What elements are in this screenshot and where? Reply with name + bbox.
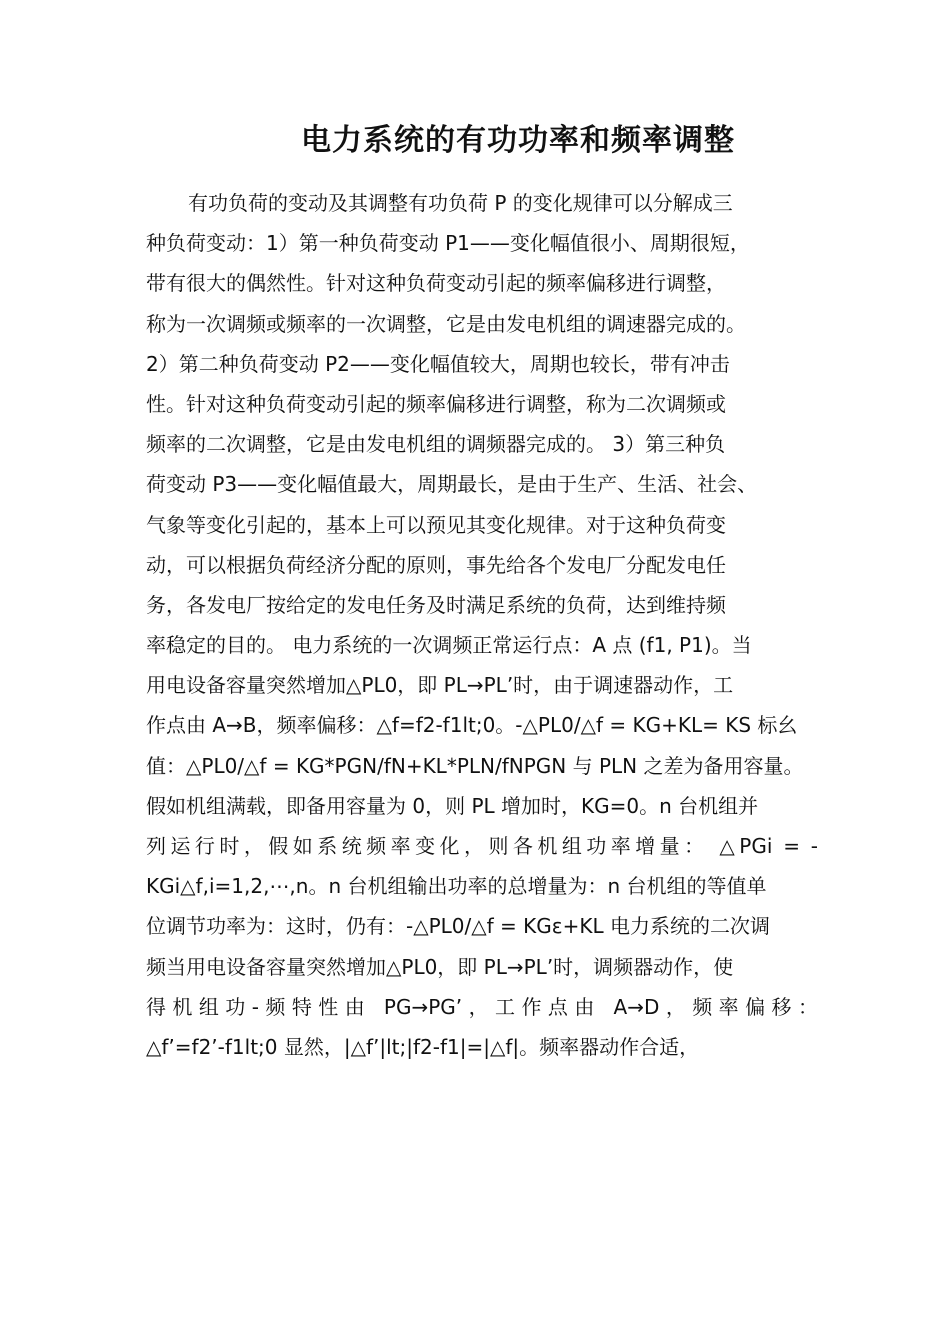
text-line: 称为一次调频或频率的一次调整，它是由发电机组的调速器完成的。 — [146, 311, 746, 336]
text-line: 频率的二次调整，它是由发电机组的调频器完成的。 3）第三种负 — [146, 432, 726, 457]
text-line: 性。针对这种负荷变动引起的频率偏移进行调整，称为二次调频或 — [146, 391, 726, 416]
text-line: 有功负荷的变动及其调整有功负荷 P 的变化规律可以分解成三 — [188, 191, 733, 215]
text-line: 用电设备容量突然增加△PL0，即 PL→PL’时，由于调速器动作，工 — [146, 673, 734, 698]
text-line: 频当用电设备容量突然增加△PL0，即 PL→PL’时，调频器动作，使 — [146, 954, 734, 979]
text-line: 荷变动 P3——变化幅值最大，周期最长，是由于生产、生活、社会、 — [146, 472, 758, 497]
text-line: 得机组功-频特性由 PG→PG’，工作点由 A→D，频率偏移： — [146, 994, 818, 1019]
page-title: 电力系统的有功功率和频率调整 — [301, 123, 735, 158]
text-line: 值：△PL0/△f = KG*PGN/fN+KL*PLN/fNPGN 与 PLN 之差为备用容量。 — [146, 753, 804, 778]
text-line: 务，各发电厂按给定的发电任务及时满足系统的负荷，达到维持频 — [146, 592, 726, 617]
text-line: KGi△f,i=1,2,⋯,n。n 台机组输出功率的总增量为：n 台机组的等值单 — [146, 874, 767, 899]
text-line: 2）第二种负荷变动 P2——变化幅值较大，周期也较长，带有冲击 — [146, 351, 730, 376]
text-line: 动，可以根据负荷经济分配的原则，事先给各个发电厂分配发电任 — [146, 552, 726, 577]
text-line: 作点由 A→B，频率偏移：△f=f2-f1lt;0。-△PL0/△f = KG+KL= KS 标幺 — [146, 713, 798, 738]
text-line: 种负荷变动：1）第一种负荷变动 P1——变化幅值很小、周期很短， — [146, 231, 750, 256]
text-line: 列运行时，假如系统频率变化，则各机组功率增量： △PGi = - — [146, 834, 818, 858]
text-line: 带有很大的偶然性。针对这种负荷变动引起的频率偏移进行调整， — [146, 271, 726, 296]
text-line: △f’=f2’-f1lt;0 显然，|△f’|lt;|f2-f1|=|△f|。频率器动作合适， — [146, 1034, 700, 1059]
text-line: 气象等变化引起的，基本上可以预见其变化规律。对于这种负荷变 — [146, 512, 726, 537]
text-line: 位调节功率为：这时，仍有：-△PL0/△f = KGε+KL 电力系统的二次调 — [146, 914, 770, 939]
text-line: 率稳定的目的。 电力系统的一次调频正常运行点：A 点 (f1, P1)。当 — [146, 633, 752, 658]
text-line: 假如机组满载，即备用容量为 0，则 PL 增加时，KG=0。n 台机组并 — [146, 793, 759, 818]
body-paragraph — [146, 183, 818, 1067]
